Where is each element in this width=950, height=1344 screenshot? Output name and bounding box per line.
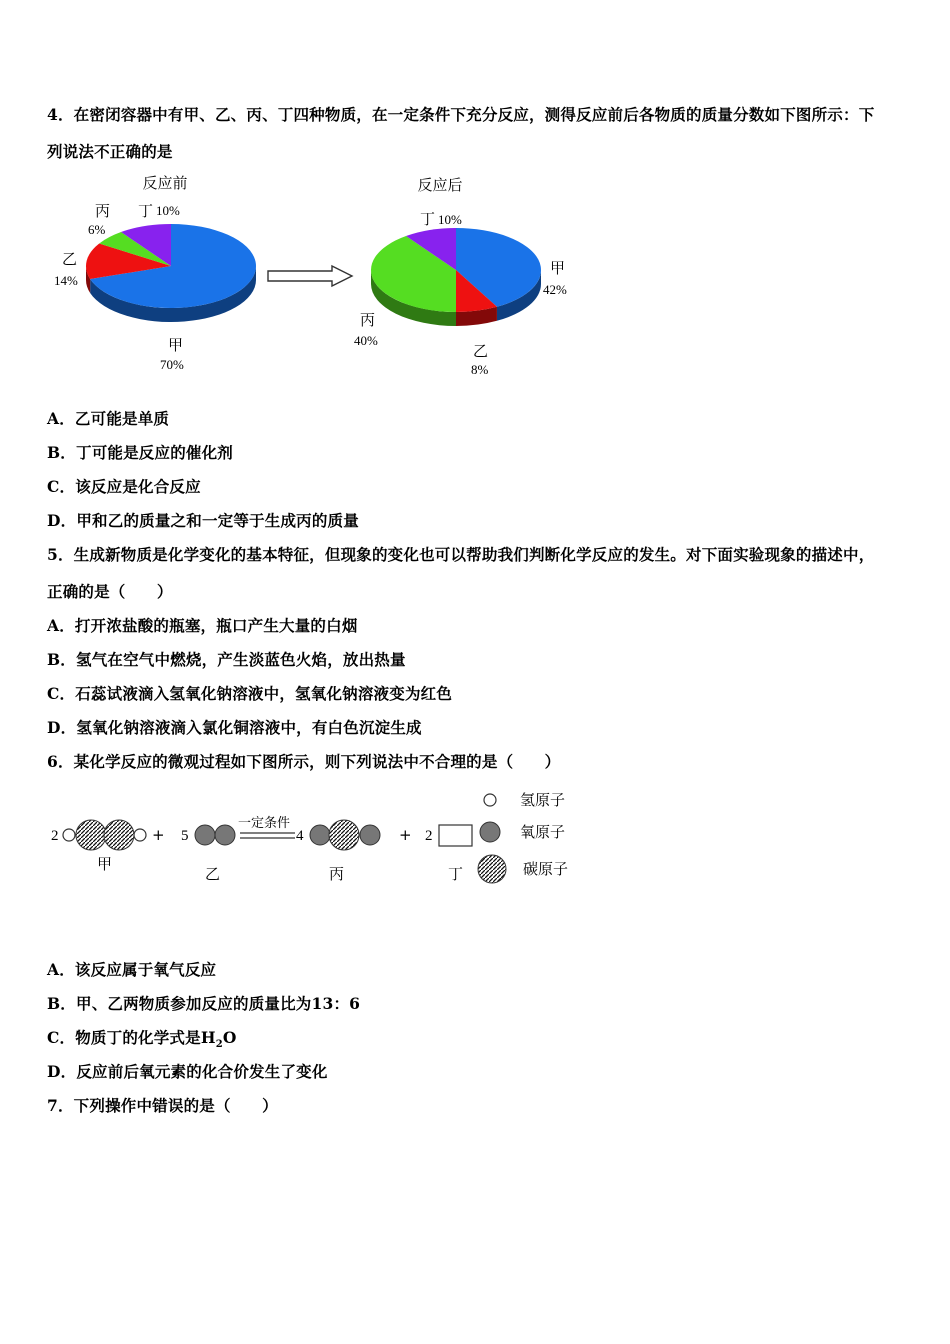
q4-option-c: C．该反应是化合反应 [47,477,201,496]
molecule-jia [63,820,146,850]
q5-stem-line1: 5．生成新物质是化学变化的基本特征，但现象的变化也可以帮助我们判断化学反应的发生。对下面实验现象的描述中， [47,545,875,564]
pie-before-label-yi: 乙 [62,250,78,268]
q4-option-b: B．丁可能是反应的催化剂 [47,443,234,462]
reaction-condition: 一定条件 [238,816,291,831]
carbon-legend-icon [478,855,506,883]
q4-option-a: A．乙可能是单质 [47,409,170,428]
pie-before-label-ding: 丁 [138,202,154,220]
q6-option-b: B．甲、乙两物质参加反应的质量比为13：6 [47,994,361,1013]
pie-before-pct-yi: 14% [54,273,78,288]
pie-charts-figure [40,168,600,383]
q5-option-d: D．氢氧化钠溶液滴入氯化铜溶液中，有白色沉淀生成 [47,718,422,737]
label-yi: 乙 [205,865,221,883]
pie-after-label-bing: 丙 [360,311,376,329]
molecule-yi [195,825,235,845]
q6-option-d: D．反应前后氧元素的化合价发生了变化 [47,1062,328,1081]
pie-before-label-jia: 甲 [168,336,184,354]
coef-ding: 2 [425,828,433,844]
molecule-bing [310,820,380,850]
carbon-atom [329,820,359,850]
q6-stem: 6．某化学反应的微观过程如下图所示，则下列说法中不合理的是（ ） [47,752,561,771]
pie-before-label-bing: 丙 [95,202,111,220]
q5-option-b: B．氢气在空气中燃烧，产生淡蓝色火焰，放出热量 [47,650,406,669]
molecule-diagram [45,782,590,892]
label-jia: 甲 [97,855,113,873]
q5-option-a: A．打开浓盐酸的瓶塞，瓶口产生大量的白烟 [47,616,358,635]
coef-yi: 5 [181,828,189,844]
pie-after-pct-bing: 40% [354,333,378,348]
legend-carbon: 碳原子 [523,860,569,878]
q4-stem-line2: 列说法不正确的是 [47,142,173,161]
pie-before-pct-ding: 10% [156,203,180,218]
pie-before-pct-jia: 70% [160,357,184,372]
legend-oxygen: 氧原子 [520,823,566,841]
pie-after-pct-ding: 10% [438,212,462,227]
carbon-atom [76,820,106,850]
pie-after-title: 反应后 [417,176,463,194]
pie-after-label-jia: 甲 [550,259,566,277]
q4-option-d: D．甲和乙的质量之和一定等于生成丙的质量 [47,511,359,530]
carbon-atom [104,820,134,850]
pie-before-title: 反应前 [142,174,188,192]
q5-option-c: C．石蕊试液滴入氢氧化钠溶液中，氢氧化钠溶液变为红色 [47,684,453,703]
pie-after-pct-jia: 42% [543,282,567,297]
oxygen-legend-icon [480,822,500,842]
reaction-arrow [268,266,352,286]
pie-before [86,224,256,322]
q5-stem-line2: 正确的是（ ） [47,582,173,601]
unknown-molecule-box [439,825,472,846]
pie-after [371,228,541,326]
pie-after-label-yi: 乙 [473,342,489,360]
plus-sign-2: + [399,826,412,844]
hydrogen-legend-icon [484,794,496,806]
q6-option-c-text: C．物质丁的化学式是H [47,1028,216,1047]
coef-jia: 2 [51,828,59,844]
oxygen-atom [310,825,330,845]
atom-legend [478,791,568,883]
q4-stem-line1: 4．在密闭容器中有甲、乙、丙、丁四种物质，在一定条件下充分反应，测得反应前后各物质的质量分数如下图所示：下 [47,105,875,124]
legend-hydrogen: 氢原子 [520,791,566,809]
q6-option-c-subscript: 2 [215,1039,223,1051]
hydrogen-atom [63,829,75,841]
q6-option-c-suffix: O [222,1028,237,1047]
label-ding: 丁 [448,865,464,883]
q6-option-a: A．该反应属于氧气反应 [47,960,217,979]
pie-before-pct-bing: 6% [88,222,106,237]
coef-bing: 4 [296,828,304,844]
plus-sign-1: + [152,826,165,844]
label-bing: 丙 [329,865,345,883]
hydrogen-atom [134,829,146,841]
oxygen-atom [215,825,235,845]
q7-stem: 7．下列操作中错误的是（ ） [47,1096,278,1115]
oxygen-atom [195,825,215,845]
pie-after-pct-yi: 8% [471,362,489,377]
q6-option-c [47,1026,237,1050]
oxygen-atom [360,825,380,845]
pie-after-label-ding: 丁 [420,210,436,228]
